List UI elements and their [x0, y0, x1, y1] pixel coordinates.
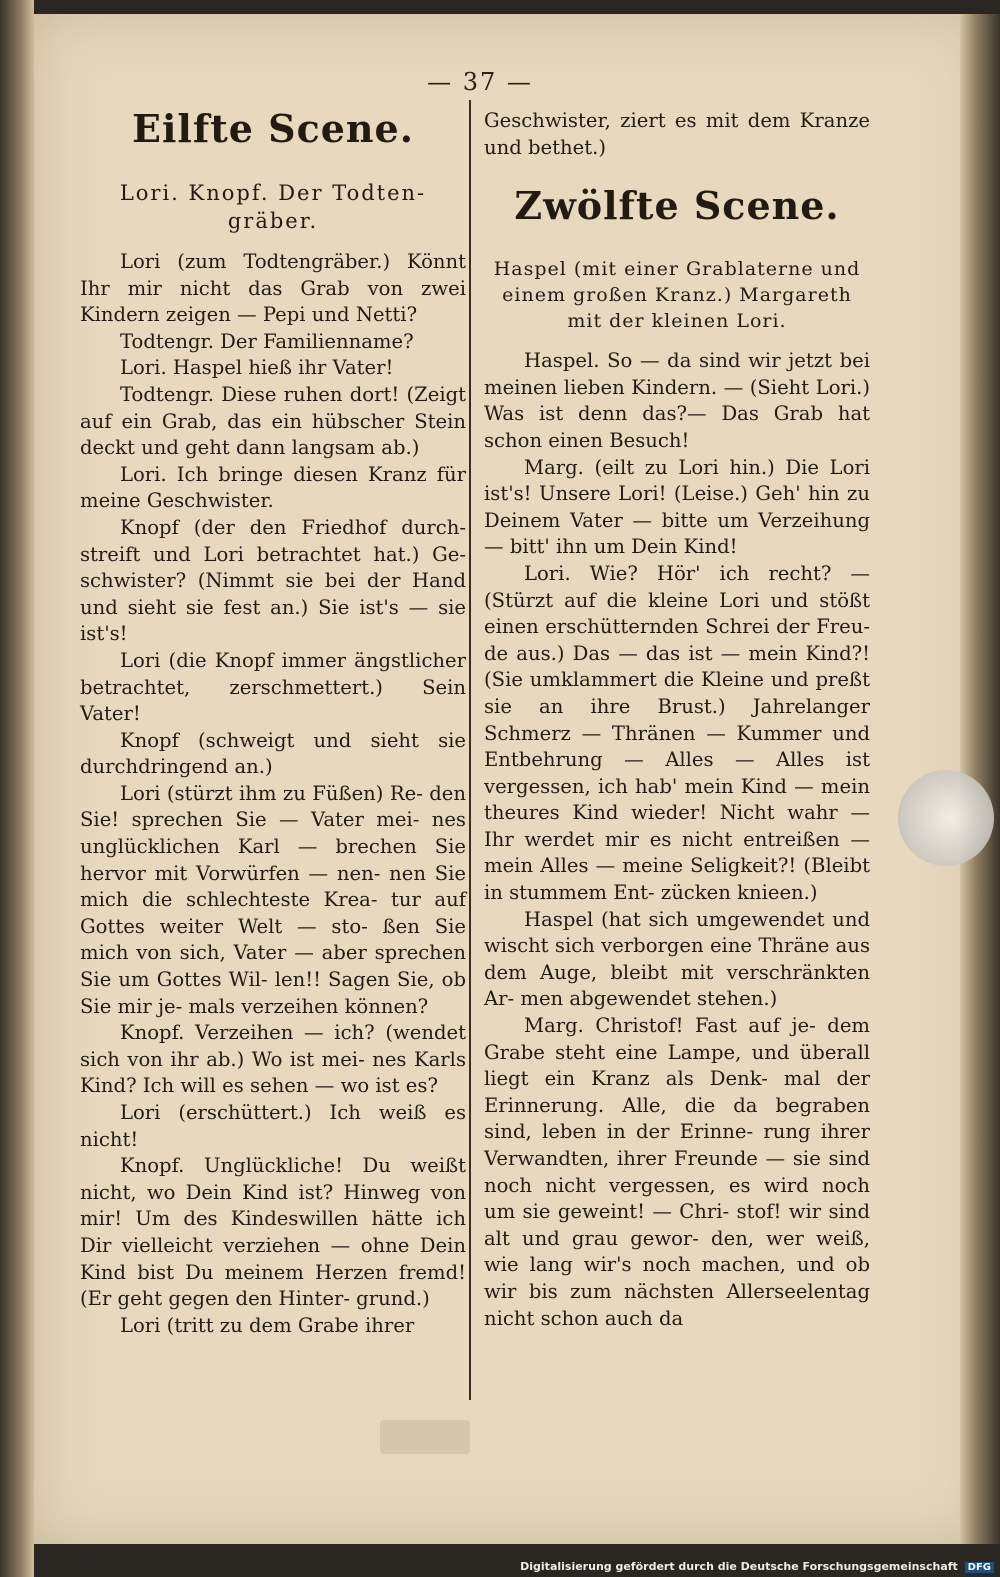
page-number: — 37 —: [427, 68, 533, 96]
cast-list: Lori. Knopf. Der Todten- gräber.: [119, 181, 427, 233]
column-divider: [469, 100, 471, 1400]
dialogue-paragraph: Knopf. Verzeihen — ich? (wendet sich von ihr ab.) Wo ist mei- nes Karls Kind? Ich will es sehen — wo ist es?: [80, 1021, 466, 1098]
dialogue-paragraph: Lori. Haspel hieß ihr Vater!: [120, 356, 394, 380]
dialogue-paragraph: Todtengr. Der Familienname?: [120, 329, 414, 353]
dialogue-paragraph: Marg. (eilt zu Lori hin.) Die Lori ist's! Unsere Lori! (Leise.) Geh' hin zu Deinem Vater — bitte um Verzeihung — bitt' ihn um Dein Kind!: [484, 455, 870, 559]
right-column: [484, 108, 870, 1332]
footer-text: Digitalisierung gefördert durch die Deutsche Forschungsgemeinschaft: [520, 1560, 958, 1573]
dialogue-paragraph: Lori (stürzt ihm zu Füßen) Re- den Sie! sprechen Sie — Vater mei- nes unglücklichen Karl — brechen Sie hervor mit Vorwürfen — nen- nen Sie mich die schlechteste Krea- tur auf Gottes weiter Welt — sto- ßen Sie mich von sich, Vater — aber sprechen Sie um Gottes Wil- len!! Sagen Sie, ob Sie mir je- mals verzeihen können?: [80, 781, 466, 1018]
scanner-thumb-marker: [898, 770, 994, 866]
scene-title-twelve: Zwölfte Scene.: [514, 183, 840, 229]
dialogue-paragraph: Lori. Wie? Hör' ich recht? — (Stürzt auf die kleine Lori und stößt einen erschütternden Schrei der Freu- de aus.) Das — das ist — mein Kind?! (Sie umklammert die Kleine und preßt sie an ihre Brust.) Jahrelanger Schmerz — Thränen — Kummer und Entbehrung — Alles — Alles ist vergessen, ich hab' mein Kind — mein theures Kind wieder! Nicht wahr — Ihr werdet mir es nicht entreißen — mein Alles — meine Seligkeit?! (Bleibt in stummem Ent- zücken knieen.): [484, 561, 870, 905]
dialogue-paragraph: Knopf (der den Friedhof durch- streift und Lori betrachtet hat.) Ge- schwister? (Nimmt sie bei der Hand und sieht sie fest an.) Sie ist's — sie ist's!: [80, 515, 466, 646]
dialogue-paragraph: Lori (die Knopf immer ängstlicher betrachtet, zerschmettert.) Sein Vater!: [80, 648, 466, 726]
left-column: [80, 100, 466, 1339]
scene-title-eleven: Eilfte Scene.: [132, 106, 414, 151]
book-gutter: [0, 0, 34, 1577]
dialogue-paragraph: Todtengr. Diese ruhen dort! (Zeigt auf ein Grab, das ein hübscher Stein deckt und geht dann langsam ab.): [80, 382, 466, 460]
dialogue-paragraph: Lori (zum Todtengräber.) Könnt Ihr mir nicht das Grab von zwei Kindern zeigen — Pepi und Netti?: [80, 250, 466, 327]
dialogue-paragraph: Knopf. Unglückliche! Du weißt nicht, wo Dein Kind ist? Hinweg von mir! Um des Kindeswillen hätte ich Dir vielleicht verziehen — ohne Dein Kind bist Du meinem Herzen fremd! (Er geht gegen den Hinter- grund.): [80, 1154, 466, 1311]
dialogue-paragraph: Lori. Ich bringe diesen Kranz für meine Geschwister.: [80, 462, 466, 513]
library-stamp: [380, 1420, 470, 1454]
dialogue-paragraph: Marg. Christof! Fast auf je- dem Grabe steht eine Lampe, und überall liegt ein Kranz als Denk- mal der Erinnerung. Alle, die da begraben sind, leben in der Erinne- rung ihrer Verwandten, ihrer Freunde — sie sind noch nicht vergessen, es wird noch um sie geweint! — Chri- stof! wir sind alt und grau gewor- den, wer weiß, wie lang wir's noch machen, und ob wir bis zum nächsten Allerseelentag nicht schon auch da: [484, 1014, 870, 1330]
dialogue-paragraph: Haspel. So — da sind wir jetzt bei meinen lieben Kindern. — (Sieht Lori.) Was ist denn das?— Das Grab hat schon einen Besuch!: [484, 349, 870, 452]
dialogue-paragraph: Lori (tritt zu dem Grabe ihrer: [120, 1313, 415, 1337]
dialogue-paragraph: Knopf (schweigt und sieht sie durchdringend an.): [80, 728, 466, 779]
cast-list: Haspel (mit einer Grablaterne und einem großen Kranz.) Margareth mit der kleinen Lori.: [493, 258, 861, 333]
dialogue-paragraph: Haspel (hat sich umgewendet und wischt sich verborgen eine Thräne aus dem Auge, bleibt mit verschränkten Ar- men abgewendet stehen.): [484, 907, 870, 1011]
stage-direction-continuation: Geschwister, ziert es mit dem Kranze und bethet.): [484, 109, 870, 159]
dialogue-paragraph: Lori (erschüttert.) Ich weiß es nicht!: [80, 1101, 466, 1151]
dfg-logo: DFG: [965, 1562, 994, 1573]
digitization-credit: [520, 1560, 994, 1573]
